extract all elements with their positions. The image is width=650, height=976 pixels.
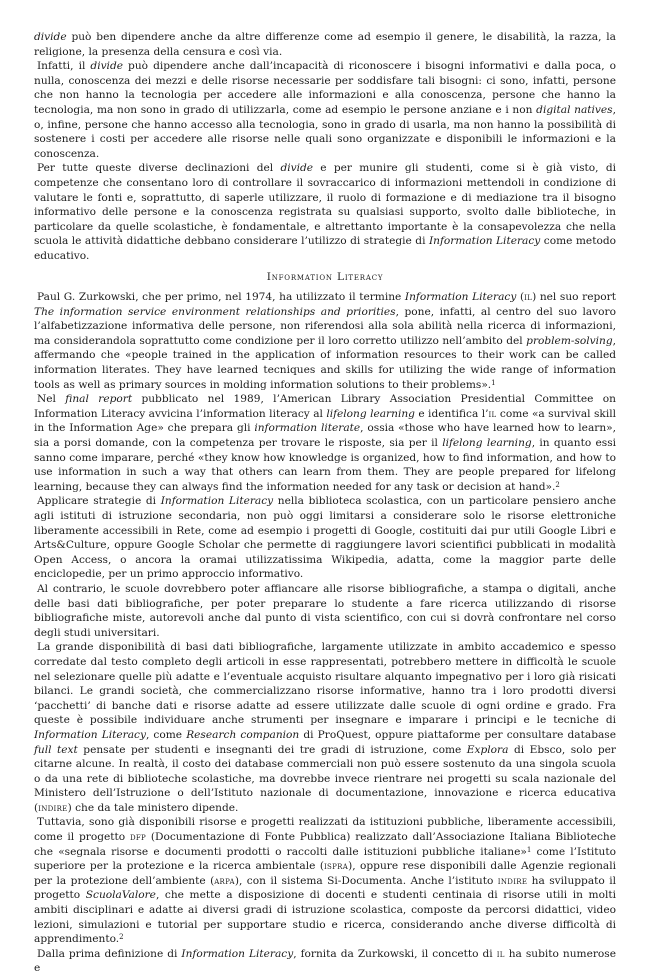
italic-term: The information service environment relationships and priorities [34,305,396,318]
italic-term: lifelong learning [326,407,415,420]
acronym: ispra [323,860,349,873]
text-run: (Documentazione di Fonte Pubblica) realizzato dall’Associazione Italiana Biblioteche che «segnala risorse e documenti prodotti o raccolti dalle istituzioni pubbliche italiane» [34,831,616,858]
italic-term: Information Literacy [160,495,274,508]
acronym: arpa [214,874,235,887]
body-paragraph [34,30,616,59]
footnote-ref[interactable]: 1 [491,378,496,387]
body-paragraph [34,392,616,494]
acronym: il [488,407,497,420]
text-run: , che mette a disposizione di docenti e studenti centinaia di risorse utili in molti ambiti disciplinari e adatte ai diversi gradi di istruzione scolastica, composte da percorsi didattici, video lezioni, simulazioni e tutorial per supportare studio e ricerca, considerando anche diverse difficoltà di apprendimento. [34,889,616,946]
italic-term: digital natives [536,103,613,116]
acronym: il [524,291,533,304]
text-run: Dalla prima definizione di [37,947,182,960]
text-run: , fornita da Zurkowski, il concetto di [293,947,497,960]
text-run: ), oppure rese disponibili dalle Agenzie regionali per la protezione dell’ambiente ( [34,860,616,887]
text-run: La grande disponibilità di basi dati bibliografiche, largamente utilizzate in ambito accademico e spesso corredate dal testo completo degli articoli in esse rappresentati, potrebbero mettere in difficoltà le scuole nel selezionare quelle più adatte e l’eventuale acquisto risultare alquanto impegnativo per i loro già risicati bilanci. Le grandi società, che commercializzano risorse informative, hanno tra i loro prodotti diversi ‘pacchetti’ di banche dati e risorse adatte ad essere utilizzate dalle scuole di ogni ordine e grado. Fra queste è possibile individuare anche strumenti per insegnare e imparare i principi e le tecniche di [34,641,616,727]
text-run: può dipendere anche dall’incapacità di riconoscere i bisogni informativi e dalla poca, o nulla, conoscenza dei mezzi e delle risorse necessarie per soddisfare tali bisogni: ci sono, infatti, persone che non hanno la tecnologia per accedere alle informazioni e alla conoscenza, persone che hanno la tecnologia, ma non sono in grado di utilizzarla, come ad esempio le persone anziane e i non [34,60,616,116]
text-run: Infatti, il [37,60,91,73]
text-run: come metodo educativo. [34,235,616,262]
body-paragraph [34,290,616,392]
text-run: come l’Istituto superiore per la protezione e la ricerca ambientale ( [34,845,616,873]
italic-term: ScuolaValore [85,889,156,902]
italic-term: Information Literacy [34,728,146,741]
text-run: , o, infine, persone che hanno accesso alla tecnologia, sono in grado di usarla, ma non hanno la possibilità di sostenere i costi per accedere alle risorse nelle quali sono organizzate e disponibili le informazioni e la conoscenza. [34,103,616,160]
text-run: di ProQuest, oppure piattaforme per consultare database [299,728,617,741]
text-run: Nel [37,393,66,406]
section-heading: Information Literacy [266,270,384,283]
text-run: pubblicato nel 1989, l’American Library Association Presidential Committee on Information Literacy avvicina l’information literacy al [34,393,616,420]
italic-term: Information Literacy [404,291,517,304]
text-run: ) nel suo report [532,291,616,304]
text-run: e identifica l’ [414,407,489,420]
italic-term: Information Literacy [428,235,541,248]
text-run: come «a survival skill in the Information Age» che prepara gli [34,407,616,435]
body-paragraph [34,947,616,976]
italic-term: divide [90,60,123,73]
text-run: ), con il sistema Si-Documenta. Anche l’istituto [234,874,498,887]
text-run: Paul G. Zurkowski, che per primo, nel 1974, ha utilizzato il termine [37,291,405,304]
text-run: ha subito numerose e [34,947,616,975]
text-run: Applicare strategie di [37,495,161,508]
body-paragraph [34,161,616,263]
italic-term: lifelong learning [442,437,532,450]
text-run: , pone, infatti, al centro del suo lavoro l’alfabetizzazione informativa delle persone, non riferendosi alla sola abilità nella ricerca di informazioni, ma considerandola soprattutto come condizione per il loro corretto utilizzo nell’ambito del [34,305,616,347]
footnote-ref[interactable]: 2 [555,480,560,489]
text-run: , affermando che «people trained in the application of information resources to their work can be called information literates. They have learned tecniques and skills for utilizing the wide range of information tools as well as primary sources in molding information solutions to their problems». [34,334,616,391]
italic-term: problem-solving [526,334,613,347]
italic-term: full text [34,743,78,756]
italic-term: Explora [466,743,509,756]
acronym: indire [497,874,528,887]
italic-term: divide [280,162,314,175]
text-run: ( [516,291,525,304]
text-run: pensate per studenti e insegnanti dei tre gradi di istruzione, come [77,743,467,756]
text-run: Per tutte queste diverse declinazioni del [37,162,281,175]
acronym: dfp [129,831,147,844]
italic-term: information literate [254,422,361,435]
body-paragraph [34,59,616,161]
italic-term: divide [34,31,67,43]
footnote-ref[interactable]: 2 [119,933,124,942]
text-run: ha sviluppato il progetto [34,874,616,902]
italic-term: final report [65,393,133,406]
text-run: Tuttavia, sono già disponibili risorse e progetti realizzati da istituzioni pubbliche, liberamente accessibili, come il progetto [34,816,616,844]
text-run: , ossia «those who have learned how to learn», sia a porsi domande, con la competenza per trovare le risposte, sia per il [34,422,616,450]
acronym: il [496,947,505,960]
body-paragraph [34,494,616,582]
text-run: ) che da tale ministero dipende. [67,801,239,814]
footnote-ref[interactable]: 1 [526,845,532,854]
text-run: di Ebsco, solo per citarne alcune. In realtà, il costo dei database commerciali non può essere sostenuto da una singola scuola o da una rete di biblioteche scolastiche, ma dovrebbe invece rientrare nei progetti su scala nazionale del Ministero dell’Istruzione o dell’Istituto nazionale di documentazione, innovazione e ricerca educativa ( [34,743,616,814]
italic-term: Research companion [186,728,300,741]
body-paragraph [34,640,616,815]
text-run: , come [145,728,187,741]
text-run: nella biblioteca scolastica, con un particolare pensiero anche agli istituti di istruzione secondaria, non può oggi limitarsi a considerare solo le risorse elettroniche liberamente accessibili in Rete, come ad esempio i progetti di Google, costituiti dai pur utili Google Libri e Arts&Culture, oppure Google Scholar che permette di raggiungere lavori scientifici pubblicati in modalità Open Access, o ancora la oramai utilizzatissima Wikipedia, adatta, come la maggior parte delle enciclopedie, per un primo approccio informativo. [34,495,616,581]
text-run: Al contrario, le scuole dovrebbero poter affiancare alle risorse bibliografiche, a stampa o digitali, anche delle basi dati bibliografiche, per poter preparare lo studente a fare ricerca utilizzando di risorse bibliografiche miste, autorevoli anche dal punto di vista scientifico, con cui si dovrà confrontare nel corso degli studi universitari. [34,582,616,639]
italic-term: Information Literacy [181,947,294,960]
text-run: , in quanto essi sanno come imparare, perché «they know how knowledge is organized, how to find information, and how to use information in such a way that others can learn from them. They are people prepared for lifelong learning, because they can always find the information needed for any task or decision at hand». [34,437,617,493]
text-run: può ben dipendere anche da altre differenze come ad esempio il genere, le disabilità, la razza, la religione, la presenza della censura e così via. [34,31,616,58]
text-run: e per munire gli studenti, come si è già visto, di competenze che consentano loro di controllare il sovraccarico di informazioni mettendoli in condizione di valutare le fonti e, soprattutto, di saperle utilizzare, il ruolo di formazione e di mediazione tra il bisogno informativo delle persone e la conoscenza registrata su qualsiasi supporto, svolto dalle biblioteche, in particolare da quelle scolastiche, è fondamentale, e altrettanto importante è la consapevolezza che nella scuola le attività didattiche debbano considerare l’utilizzo di strategie di [34,162,616,248]
body-paragraph [34,582,616,640]
body-paragraph [34,815,616,946]
acronym: indire [38,801,68,814]
